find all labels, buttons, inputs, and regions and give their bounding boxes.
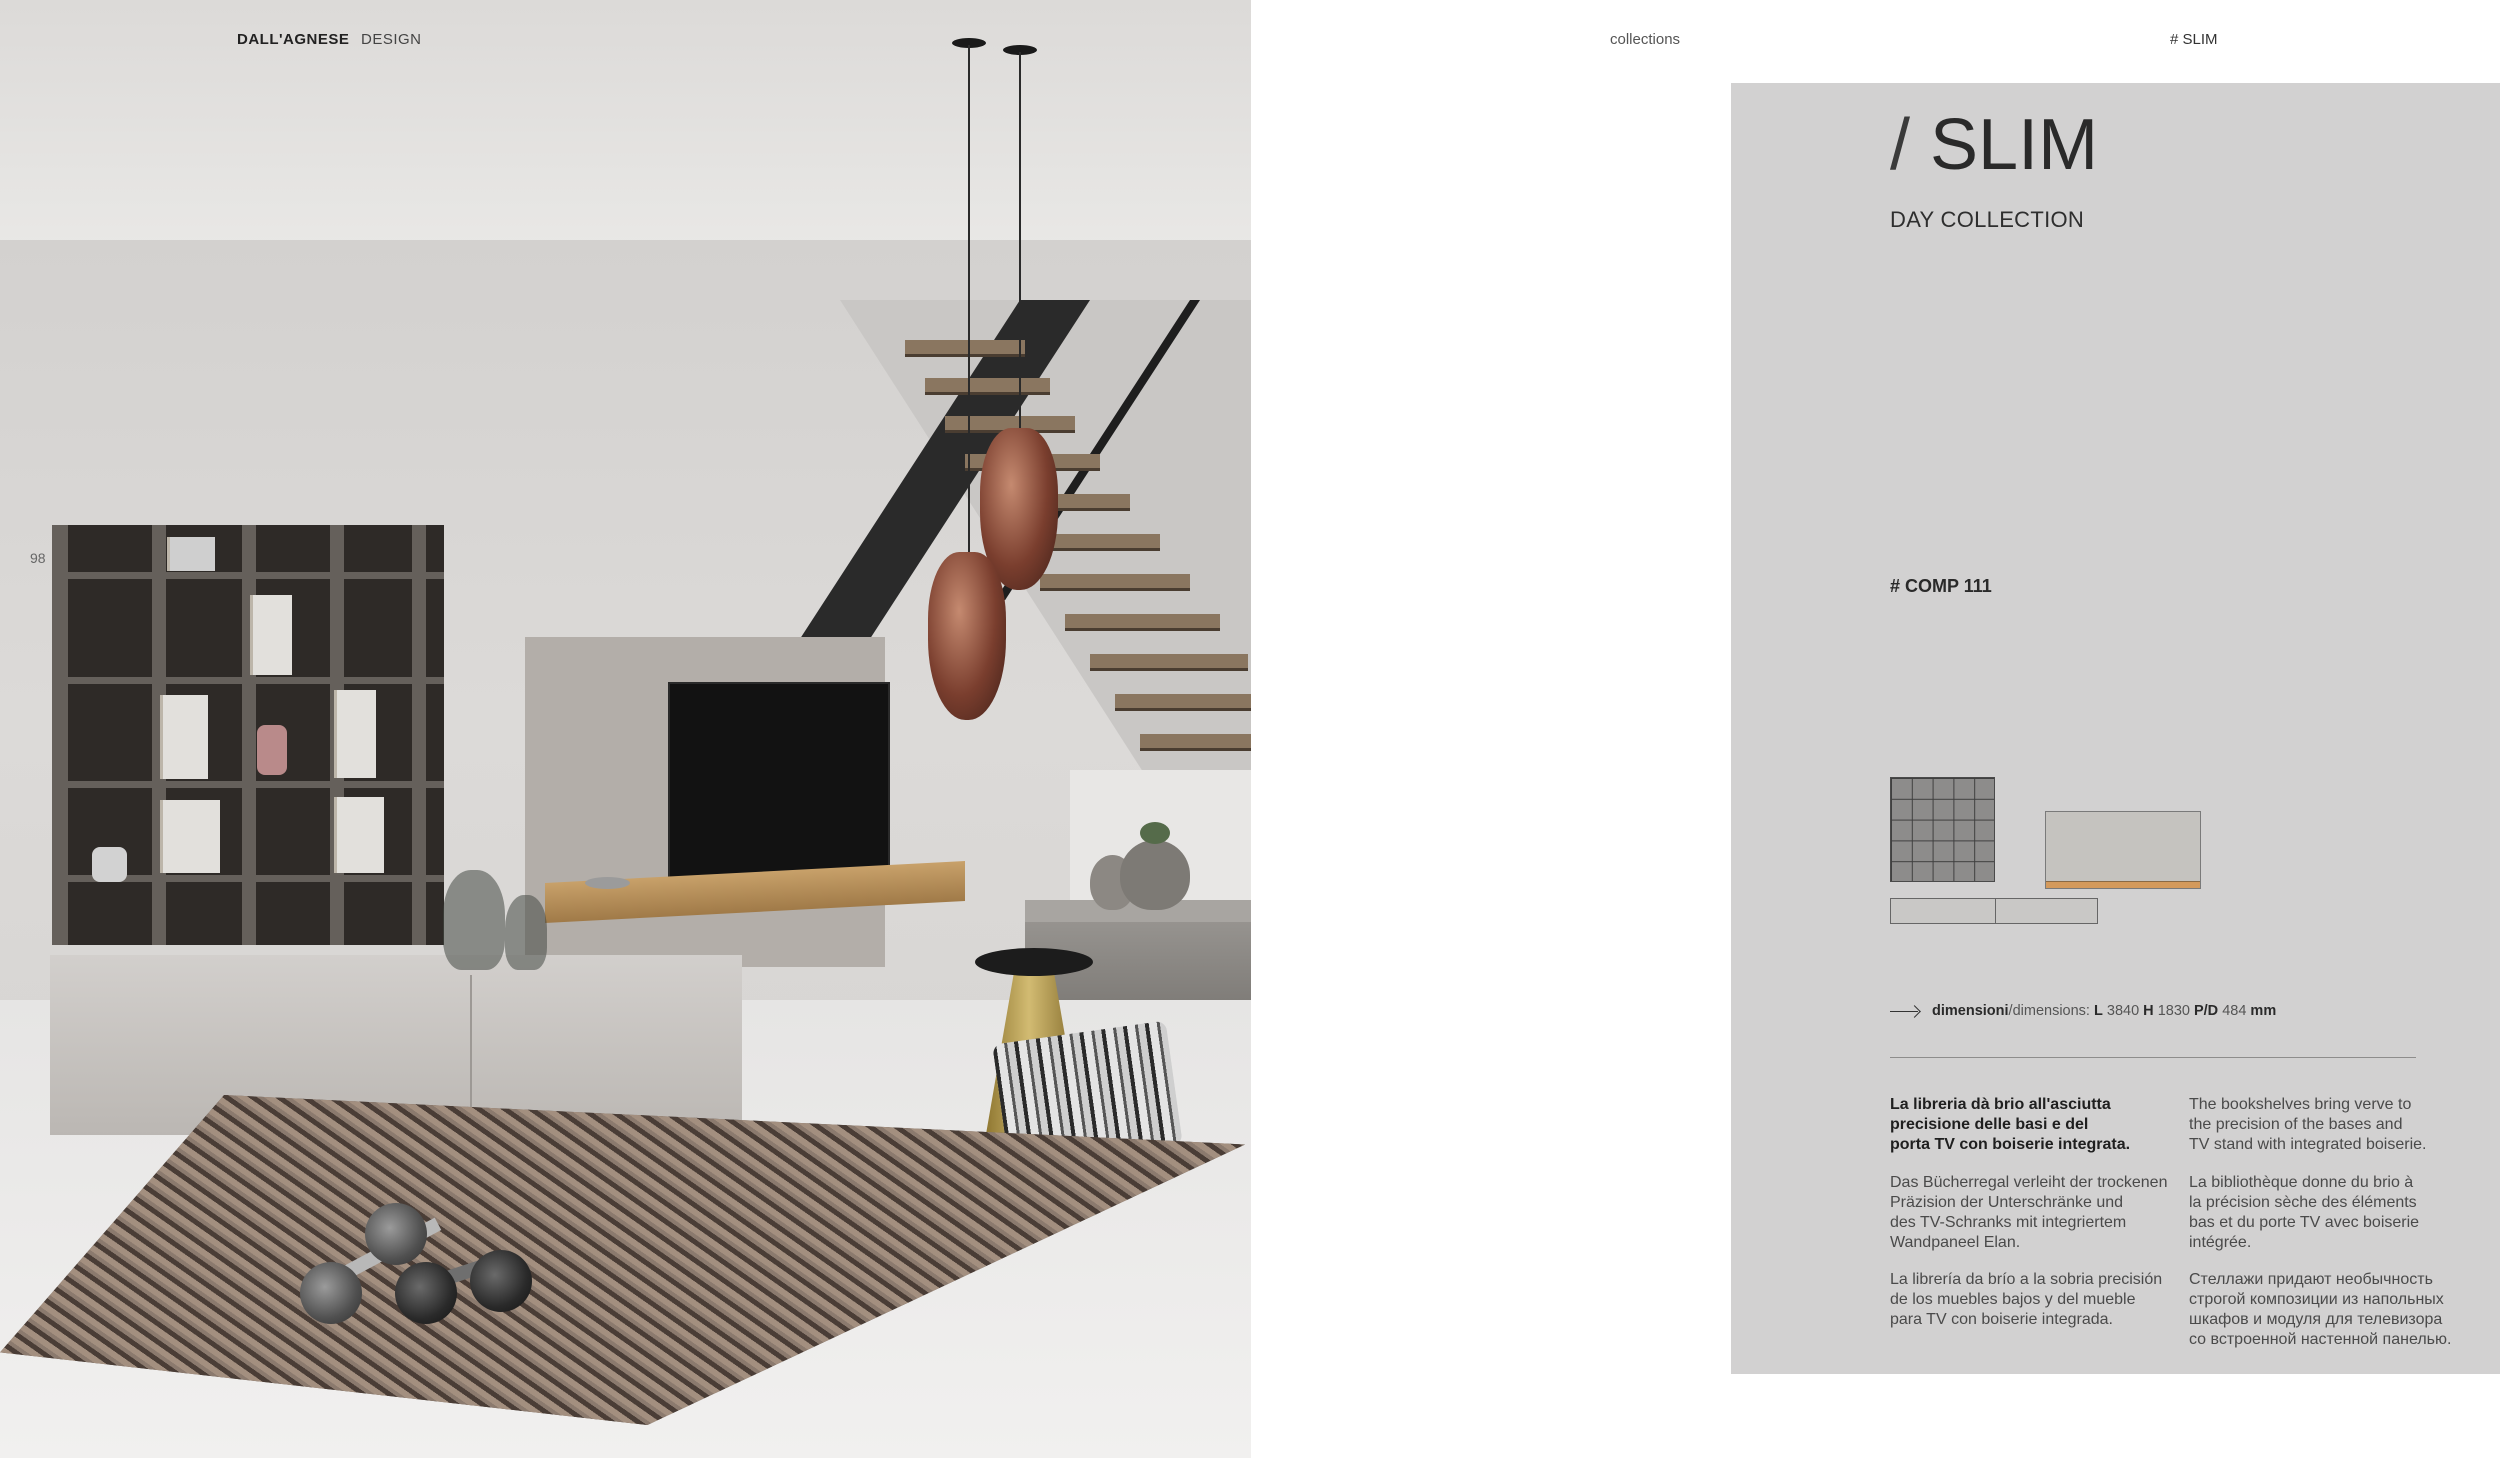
composition-label: # COMP 111 [1890,576,1992,596]
header-section: collections [1610,31,1681,48]
arrow-right-icon [1890,1005,1920,1017]
description-line: La librería da brío a la sobria precisión [1890,1271,2163,1288]
description-line: Das Bücherregal verleiht der trockenen [1890,1174,2168,1191]
description-line: La bibliothèque donne du brio à [2189,1174,2414,1191]
description-line: The bookshelves bring verve to [2189,1096,2412,1113]
description-it [1890,1095,2170,1155]
dim-unit: mm [2250,1003,2277,1019]
description-line: TV stand with integrated boiserie. [2189,1136,2427,1153]
dim-pd-val: 484 [2222,1003,2247,1019]
stair-step [1140,734,1251,748]
description-line: строгой композиции из напольных [2189,1291,2444,1308]
description-de [1890,1173,2180,1253]
brand-name: DALL'AGNESE [237,31,350,48]
dumbbell-weight [300,1262,362,1324]
base-unit-icon [1890,898,2098,924]
dim-label-it: dimensioni [1932,1003,2009,1019]
books [334,797,384,873]
stool-top [975,948,1093,976]
description-line: the precision of the bases and [2189,1116,2403,1133]
pendant-cord [1019,52,1021,430]
description-es [1890,1270,2180,1330]
description-line: Wandpaneel Elan. [1890,1234,2021,1251]
tv-panel-wood-strip [2046,881,2200,888]
plant [1140,822,1170,844]
dim-colon: : [2085,1003,2090,1019]
dim-label-en: dimensions [2012,1003,2086,1019]
header-collection: # SLIM [2170,31,2218,48]
title-slash: / [1890,105,1911,185]
dim-separator: / [2008,1003,2013,1019]
books [250,595,292,675]
page-number-left: 98 [30,550,46,566]
dim-l-key: L [2093,1003,2103,1019]
dumbbell-weight [365,1203,427,1265]
pendant-cord [968,45,970,555]
stair-step [1090,654,1248,668]
dumbbell-weight [470,1250,532,1312]
brand-subtitle: DESIGN [361,31,422,48]
description-en [2189,1095,2469,1155]
description-line: шкафов и модуля для телевизора [2189,1311,2443,1328]
description-line: porta TV con boiserie integrata. [1890,1136,2131,1153]
ceramic-vase [1120,840,1190,910]
pendant-lamp [928,552,1006,720]
description-line: Стеллажи придают необычность [2189,1271,2433,1288]
decor-object [92,847,127,882]
dim-h-val: 1830 [2157,1003,2190,1019]
books [334,690,376,778]
dimensions-line [1890,1003,2276,1019]
description-line: bas et du porte TV avec boiserie [2189,1214,2420,1231]
bookcase-grid-icon [1890,777,1995,882]
page-title [1890,104,2098,186]
bookcase-shelf [52,677,444,684]
dumbbell-weight [395,1262,457,1324]
description-line: de los muebles bajos y del mueble [1890,1291,2136,1308]
description-ru [2189,1270,2479,1350]
description-line: la précision sèche des éléments [2189,1194,2417,1211]
description-line: precisione delle basi e del [1890,1116,2089,1133]
stair-step [1115,694,1251,708]
dim-h-key: H [2143,1003,2154,1019]
decor-vase [257,725,287,775]
television [668,682,890,880]
title-text: SLIM [1930,105,2099,185]
bookcase-shelf [52,572,444,579]
page-subtitle: DAY COLLECTION [1890,207,2085,232]
description-fr [2189,1173,2469,1253]
glass-vase [505,895,547,970]
description-line: des TV-Schranks mit integriertem [1890,1214,2127,1231]
description-line: La libreria dà brio all'asciutta [1890,1096,2111,1113]
stair-step [1065,614,1220,628]
wall-bookcase [52,525,444,945]
stair-step [1040,574,1190,588]
dim-l-val: 3840 [2106,1003,2140,1019]
dim-pd-key: P/D [2193,1003,2219,1019]
bookcase-frame [412,525,426,945]
stair-step [905,340,1025,354]
description-line: со встроенной настенной панелью. [2189,1331,2452,1348]
description-line: intégrée. [2189,1234,2252,1251]
decor-box [167,537,215,571]
bookcase-frame [242,525,256,945]
description-line: para TV con boiserie integrada. [1890,1311,2113,1328]
bookcase-shelf [52,781,444,788]
stair-step [925,378,1050,392]
bowl [585,877,630,889]
divider [1890,1057,2416,1058]
description-line: Präzision der Unterschränke und [1890,1194,2124,1211]
books [160,800,220,873]
base-unit-icon-split [1995,899,1996,923]
glass-vase [443,870,505,970]
tv-panel-icon [2045,811,2201,889]
base-unit-split [470,975,472,1120]
ceiling [0,0,1251,250]
bookcase-frame [52,525,68,945]
books [160,695,208,779]
